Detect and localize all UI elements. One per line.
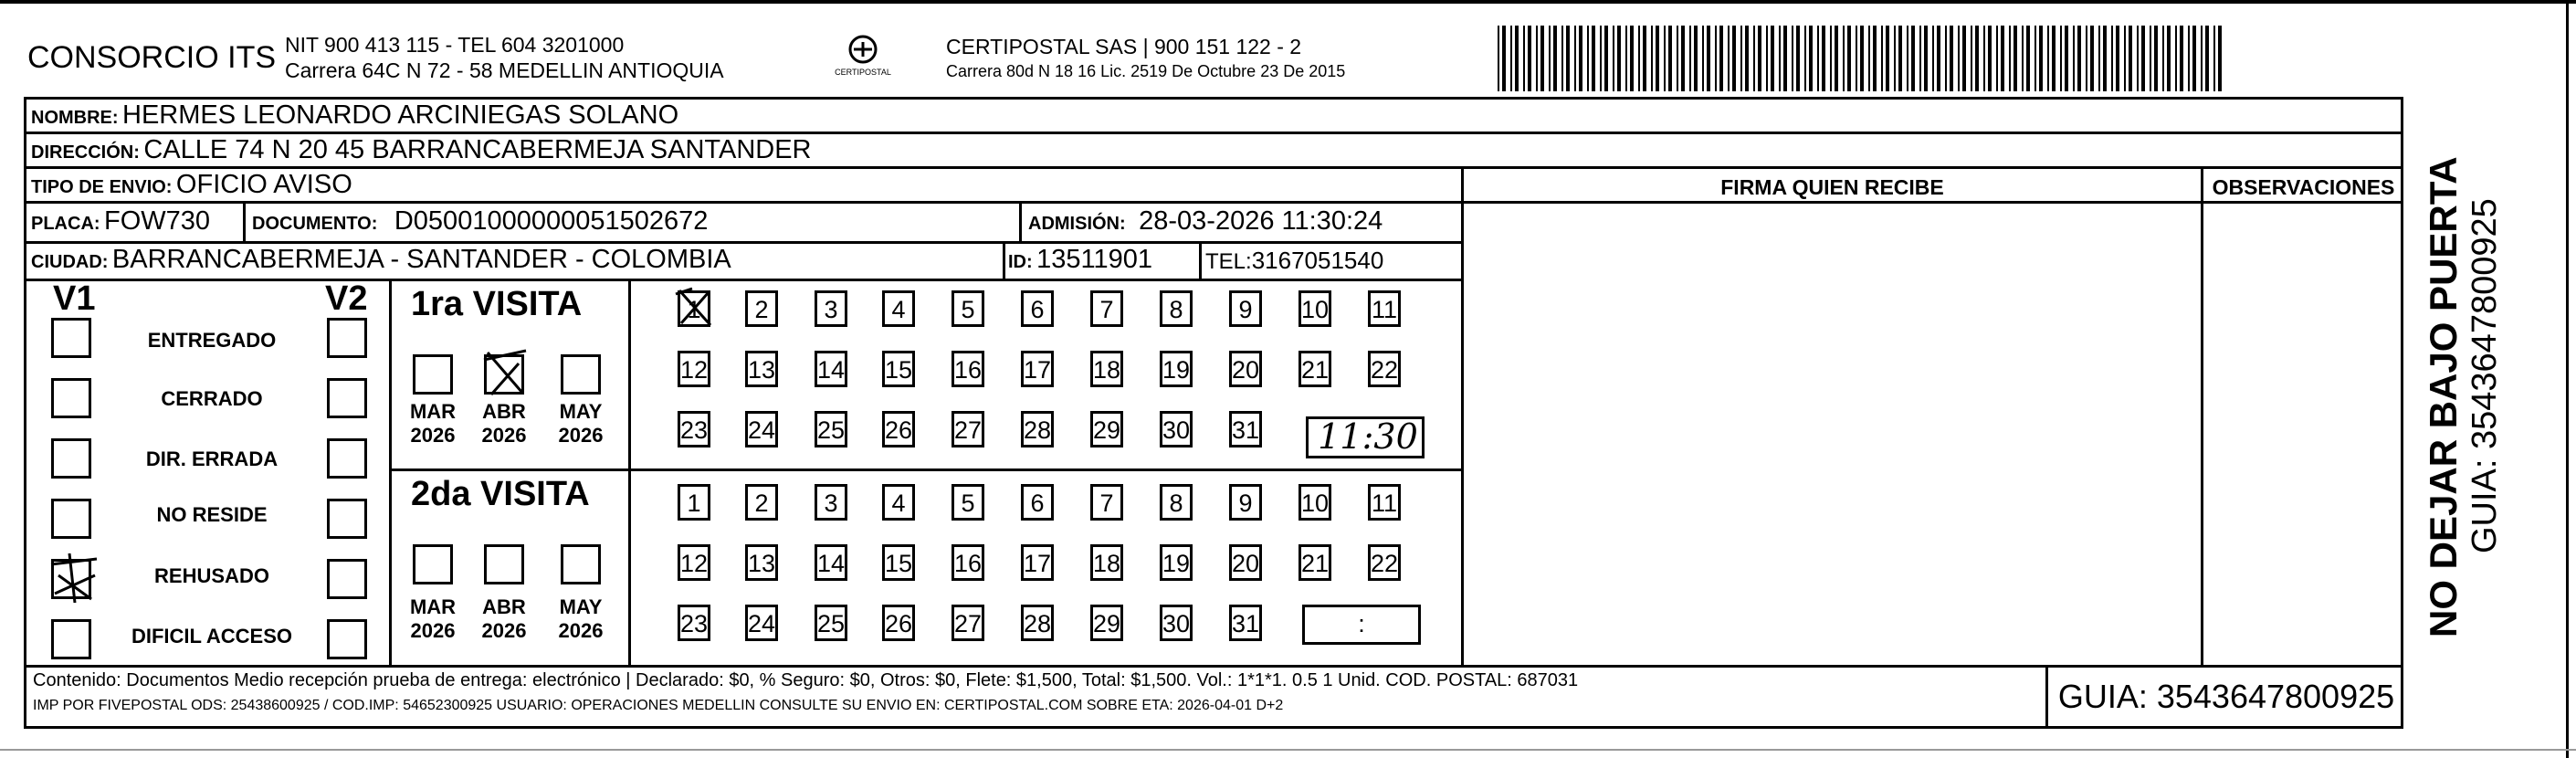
reason-dificil-acceso: DIFICIL ACCESO	[131, 625, 292, 647]
address-label: DIRECCIÓN:	[31, 142, 140, 163]
v1-checkbox-dificil-acceso[interactable]	[51, 619, 91, 659]
observations-area[interactable]	[2203, 204, 2403, 665]
visit1-day-21[interactable]: 21	[1299, 351, 1331, 387]
shipping-type-row	[31, 170, 352, 200]
document-field	[252, 206, 708, 237]
recipient-name: HERMES LEONARDO ARCINIEGAS SOLANO	[122, 100, 679, 130]
visit2-day-22[interactable]: 22	[1368, 544, 1401, 581]
reason-entregado: ENTREGADO	[147, 329, 277, 352]
v1-checkbox-no-reside[interactable]	[51, 499, 91, 539]
visit1-month-mar-checkbox[interactable]	[413, 354, 453, 395]
visit1-day-check-mark	[672, 285, 718, 331]
reason-no-reside: NO RESIDE	[156, 503, 268, 526]
visit2-day-31[interactable]: 31	[1229, 605, 1262, 641]
visit2-day-28[interactable]: 28	[1021, 605, 1054, 641]
v2-checkbox-dir-errada[interactable]	[327, 438, 367, 479]
visit1-day-23[interactable]: 23	[678, 411, 710, 447]
visit2-month-mar-checkbox[interactable]	[413, 544, 453, 584]
v1-checkbox-rehusado[interactable]	[51, 559, 91, 599]
visit2-month-may-label: MAY 2026	[558, 595, 604, 642]
v2-header: V2	[325, 279, 368, 318]
visit2-day-17[interactable]: 17	[1021, 544, 1054, 581]
visit1-day-10[interactable]: 10	[1299, 290, 1331, 327]
footer-print-line: IMP POR FIVEPOSTAL ODS: 25438600925 / COD.IMP: 54652300925 USUARIO: OPERACIONES MEDELLIN CONSULTE SU ENVIO EN: CERTIPOSTAL.COM SOBRE ETA: 2026-04-01 D+2	[33, 698, 1284, 713]
visit2-day-7[interactable]: 7	[1090, 484, 1123, 521]
admission-value: 28-03-2026 11:30:24	[1139, 206, 1383, 236]
visit2-day-20[interactable]: 20	[1229, 544, 1262, 581]
visit2-day-29[interactable]: 29	[1090, 605, 1123, 641]
recipient-address: CALLE 74 N 20 45 BARRANCABERMEJA SANTANDER	[143, 135, 812, 164]
visit2-day-2[interactable]: 2	[745, 484, 778, 521]
visit2-day-16[interactable]: 16	[952, 544, 984, 581]
company-name: CONSORCIO ITS	[27, 40, 277, 75]
visit2-day-8[interactable]: 8	[1160, 484, 1193, 521]
shipping-type-label: TIPO DE ENVIO:	[31, 177, 173, 197]
visit1-day-3[interactable]: 3	[815, 290, 847, 327]
barcode	[1498, 26, 2228, 91]
company-address: Carrera 64C N 72 - 58 MEDELLIN ANTIOQUIA	[285, 58, 724, 82]
visit1-month-abr-checkbox[interactable]	[484, 354, 524, 395]
plate-label: PLACA:	[31, 214, 100, 234]
visit2-time-box[interactable]	[1302, 605, 1421, 645]
v1-checkbox-cerrado[interactable]	[51, 378, 91, 418]
visit1-day-27[interactable]: 27	[952, 411, 984, 447]
visit1-day-24[interactable]: 24	[745, 411, 778, 447]
visit1-day-13[interactable]: 13	[745, 351, 778, 387]
visit2-month-mar-label: MAR 2026	[409, 595, 457, 642]
plate-field	[31, 206, 210, 237]
signature-area[interactable]	[1464, 204, 2201, 665]
address-row	[31, 135, 812, 165]
name-label: NOMBRE:	[31, 108, 119, 128]
visit1-day-6[interactable]: 6	[1021, 290, 1054, 327]
footer-content-line: Contenido: Documentos Medio recepción prueba de entrega: electrónico | Declarado: $0, % Seguro: $0, Otros: $0, Flete: $1,500, Total: $1,500. Vol.: 1*1*1. 0.5 1 Unid. COD. POSTAL: 687031	[33, 670, 1579, 690]
name-row	[31, 100, 678, 131]
v2-checkbox-no-reside[interactable]	[327, 499, 367, 539]
visit2-day-1[interactable]: 1	[678, 484, 710, 521]
logo-text: CERTIPOSTAL	[835, 68, 891, 77]
v1-header: V1	[53, 279, 96, 318]
visit1-day-29[interactable]: 29	[1090, 411, 1123, 447]
tel-field	[1205, 247, 1383, 275]
visit1-day-1[interactable]: 1	[678, 290, 710, 327]
reason-rehusado: REHUSADO	[154, 564, 269, 587]
visit2-day-19[interactable]: 19	[1160, 544, 1193, 581]
id-value: 13511901	[1036, 245, 1152, 274]
visit1-day-2[interactable]: 2	[745, 290, 778, 327]
v1-checkbox-entregado[interactable]	[51, 318, 91, 358]
tel-label: TEL:	[1205, 249, 1252, 274]
visit1-day-20[interactable]: 20	[1229, 351, 1262, 387]
reason-dir-errada: DIR. ERRADA	[145, 447, 279, 470]
visit2-day-25[interactable]: 25	[815, 605, 847, 641]
visit1-month-may-label: MAY 2026	[558, 400, 604, 447]
visit1-day-25[interactable]: 25	[815, 411, 847, 447]
visit2-day-14[interactable]: 14	[815, 544, 847, 581]
visit2-day-15[interactable]: 15	[882, 544, 915, 581]
visit1-day-9[interactable]: 9	[1229, 290, 1262, 327]
visit2-day-11[interactable]: 11	[1368, 484, 1401, 521]
visit1-day-30[interactable]: 30	[1160, 411, 1193, 447]
visit1-month-may-checkbox[interactable]	[561, 354, 601, 395]
visit1-title: 1ra VISITA	[411, 285, 583, 323]
visit1-day-31[interactable]: 31	[1229, 411, 1262, 447]
visit1-day-14[interactable]: 14	[815, 351, 847, 387]
visit1-day-4[interactable]: 4	[882, 290, 915, 327]
certipostal-logo-icon	[831, 33, 895, 88]
visit1-day-5[interactable]: 5	[952, 290, 984, 327]
visit2-day-21[interactable]: 21	[1299, 544, 1331, 581]
city-value: BARRANCABERMEJA - SANTANDER - COLOMBIA	[111, 245, 731, 274]
visit2-day-24[interactable]: 24	[745, 605, 778, 641]
visit2-day-4[interactable]: 4	[882, 484, 915, 521]
v1-checkbox-dir-errada[interactable]	[51, 438, 91, 479]
visit1-day-22[interactable]: 22	[1368, 351, 1401, 387]
carrier-name: CERTIPOSTAL SAS | 900 151 122 - 2	[946, 35, 1302, 58]
visit2-month-may-checkbox[interactable]	[561, 544, 601, 584]
signature-header: FIRMA QUIEN RECIBE	[1720, 175, 1944, 199]
visit2-day-26[interactable]: 26	[882, 605, 915, 641]
visit2-day-13[interactable]: 13	[745, 544, 778, 581]
id-field	[1008, 245, 1152, 275]
visit2-day-23[interactable]: 23	[678, 605, 710, 641]
visit2-day-27[interactable]: 27	[952, 605, 984, 641]
certipostal-logo	[831, 33, 895, 88]
visit2-day-3[interactable]: 3	[815, 484, 847, 521]
visit1-day-8[interactable]: 8	[1160, 290, 1193, 327]
id-label: ID:	[1008, 252, 1033, 272]
observations-header: OBSERVACIONES	[2212, 175, 2395, 199]
admission-field	[1028, 206, 1383, 237]
v2-checkbox-dificil-acceso[interactable]	[327, 619, 367, 659]
visit1-day-18[interactable]: 18	[1090, 351, 1123, 387]
visit1-month-mar-label: MAR 2026	[409, 400, 457, 447]
visit2-time-placeholder: :	[1358, 610, 1365, 637]
visit1-day-7[interactable]: 7	[1090, 290, 1123, 327]
plate-value: FOW730	[104, 206, 211, 236]
visit1-day-12[interactable]: 12	[678, 351, 710, 387]
visit1-day-19[interactable]: 19	[1160, 351, 1193, 387]
carrier-license: Carrera 80d N 18 16 Lic. 2519 De Octubre 23 De 2015	[946, 62, 1346, 80]
company-nit: NIT 900 413 115 - TEL 604 3201000	[285, 33, 625, 57]
city-label: CIUDAD:	[31, 252, 109, 272]
visit2-day-18[interactable]: 18	[1090, 544, 1123, 581]
visit2-day-5[interactable]: 5	[952, 484, 984, 521]
document-label: DOCUMENTO:	[252, 214, 378, 234]
v2-checkbox-rehusado[interactable]	[327, 559, 367, 599]
visit1-day-26[interactable]: 26	[882, 411, 915, 447]
visit1-day-16[interactable]: 16	[952, 351, 984, 387]
v2-checkbox-entregado[interactable]	[327, 318, 367, 358]
visit2-month-abr-label: ABR 2026	[481, 595, 527, 642]
visit2-month-abr-checkbox[interactable]	[484, 544, 524, 584]
visit2-day-30[interactable]: 30	[1160, 605, 1193, 641]
shipping-type: OFICIO AVISO	[175, 170, 352, 199]
visit1-day-17[interactable]: 17	[1021, 351, 1054, 387]
tel-value: 3167051540	[1251, 247, 1384, 274]
visit2-day-10[interactable]: 10	[1299, 484, 1331, 521]
side-guia: GUIA: 3543647800925	[2466, 198, 2504, 553]
footer-guia: GUIA: 3543647800925	[2057, 678, 2395, 715]
visit1-day-15[interactable]: 15	[882, 351, 915, 387]
visit1-day-11[interactable]: 11	[1368, 290, 1401, 327]
reason-cerrado: CERRADO	[161, 387, 263, 410]
visit2-day-12[interactable]: 12	[678, 544, 710, 581]
visit2-title: 2da VISITA	[411, 475, 590, 513]
side-warning: NO DEJAR BAJO PUERTA	[2422, 156, 2465, 637]
visit2-day-9[interactable]: 9	[1229, 484, 1262, 521]
visit1-time-handwritten: 11:30	[1318, 416, 1418, 457]
admission-label: ADMISIÓN:	[1028, 214, 1126, 234]
visit1-month-abr-label: ABR 2026	[481, 400, 527, 447]
visit1-day-28[interactable]: 28	[1021, 411, 1054, 447]
city-field	[31, 245, 731, 275]
visit2-day-6[interactable]: 6	[1021, 484, 1054, 521]
v2-checkbox-cerrado[interactable]	[327, 378, 367, 418]
document-value: D05001000000051502672	[394, 206, 709, 236]
